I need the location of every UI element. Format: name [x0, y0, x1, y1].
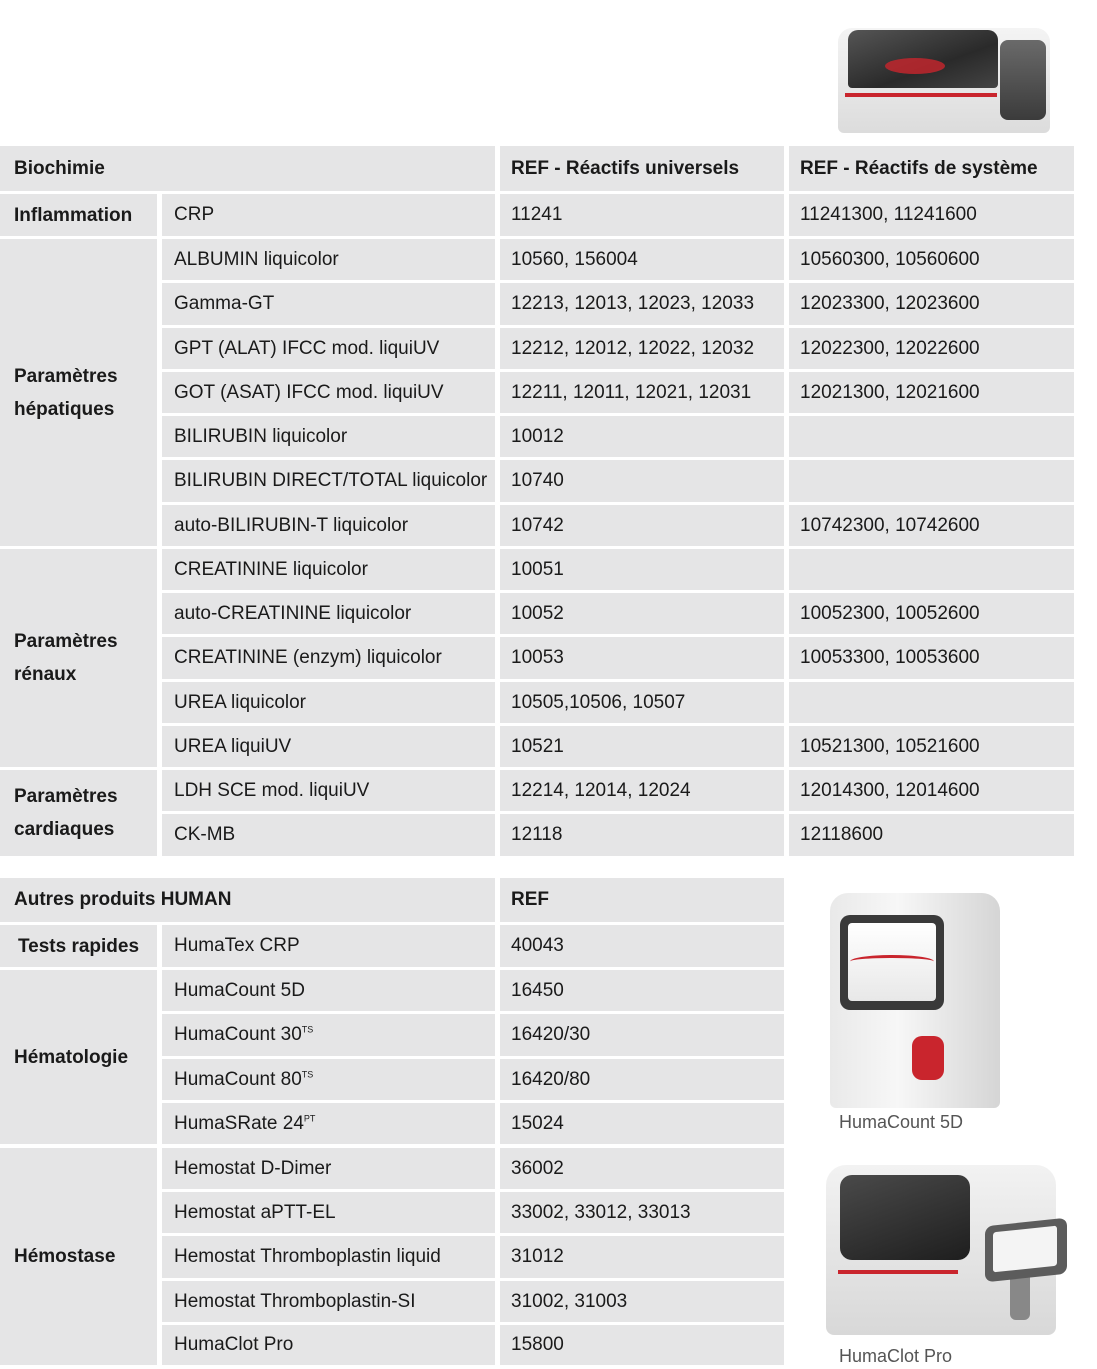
product-superscript: PT — [303, 1113, 316, 1124]
universal-ref-cell — [500, 328, 784, 369]
product-name — [174, 1069, 313, 1091]
universal-ref-cell — [500, 593, 784, 634]
universal-ref-cell — [500, 460, 784, 502]
ref-cell — [500, 1103, 784, 1144]
cell-text: 10012 — [511, 425, 564, 447]
category-label — [14, 625, 118, 691]
cell-text: Inflammation — [14, 204, 133, 226]
cell-text: cardiaques — [14, 819, 115, 840]
product-name-cell — [162, 1059, 495, 1100]
cell-text: ALBUMIN liquicolor — [174, 248, 339, 270]
universal-ref-cell — [500, 814, 784, 856]
universal-ref-cell — [500, 682, 784, 723]
category-cell — [0, 925, 157, 967]
product-name — [174, 1024, 313, 1046]
cell-text: hépatiques — [14, 398, 115, 420]
product-name-cell — [162, 239, 495, 280]
cell-text: auto-CREATININE liquicolor — [174, 602, 412, 624]
cell-text: Hemostat D-Dimer — [174, 1157, 332, 1179]
cell-text: 16450 — [511, 979, 564, 1001]
cell-text: Autres produits HUMAN — [14, 889, 232, 910]
category-cell — [0, 239, 157, 546]
product-name-cell — [162, 1192, 495, 1233]
cell-text: 10521 — [511, 735, 564, 757]
ref-cell — [500, 970, 784, 1011]
ref-cell — [500, 1325, 784, 1365]
product-name — [174, 1158, 331, 1180]
cell-text: 31012 — [511, 1246, 564, 1267]
cell-text: Biochimie — [14, 157, 105, 179]
product-name-cell — [162, 814, 495, 856]
system-ref-cell — [789, 283, 1074, 325]
cell-text: CREATININE (enzym) liquicolor — [174, 647, 442, 668]
cell-text: CRP — [174, 204, 215, 225]
cell-text: 10742300, 10742600 — [800, 514, 980, 536]
product-name-cell — [162, 1148, 495, 1189]
cell-text: 10560, 156004 — [511, 248, 638, 270]
system-ref-cell — [789, 814, 1074, 856]
product-name — [174, 980, 305, 1002]
universal-ref-cell — [500, 239, 784, 280]
product-superscript: TS — [301, 1069, 314, 1080]
product-name-cell — [162, 1236, 495, 1278]
product-name-cell — [162, 416, 495, 457]
cell-text: 15800 — [511, 1334, 564, 1355]
cell-text: CK-MB — [174, 824, 236, 845]
cell-text: REF - Réactifs de système — [800, 157, 1038, 179]
system-ref-cell — [789, 505, 1074, 546]
header-autres-produits — [0, 878, 495, 922]
product-name-cell — [162, 460, 495, 502]
cell-text: 11241 — [511, 204, 563, 225]
product-name-cell — [162, 549, 495, 590]
universal-ref-cell — [500, 194, 784, 236]
product-name-cell — [162, 1281, 495, 1322]
product-name-cell — [162, 194, 495, 236]
ref-cell — [500, 1281, 784, 1322]
category-cell — [0, 770, 157, 856]
system-ref-cell — [789, 770, 1074, 811]
system-ref-cell — [789, 593, 1074, 634]
cell-text: 10560300, 10560600 — [800, 248, 980, 270]
category-cell — [0, 1148, 157, 1365]
product-name-cell — [162, 970, 495, 1011]
humaclot-caption: HumaClot Pro — [839, 1346, 953, 1366]
cell-text: Paramètres — [14, 365, 118, 387]
cell-text: REF - Réactifs universels — [511, 157, 740, 179]
universal-ref-cell — [500, 770, 784, 811]
cell-text: 12118600 — [800, 824, 884, 845]
category-label — [18, 930, 139, 963]
cell-text: 16420/30 — [511, 1024, 591, 1045]
cell-text: 12212, 12012, 12022, 12032 — [511, 337, 755, 359]
cell-text: 10053 — [511, 647, 564, 668]
cell-text: 12021300, 12021600 — [800, 381, 980, 403]
cell-text: Gamma-GT — [174, 293, 275, 314]
cell-text: REF — [511, 889, 549, 910]
ref-cell — [500, 1236, 784, 1278]
cell-text: 15024 — [511, 1112, 564, 1134]
universal-ref-cell — [500, 726, 784, 767]
cell-text: 16420/80 — [511, 1068, 591, 1090]
universal-ref-cell — [500, 372, 784, 413]
cell-text: 12023300, 12023600 — [800, 293, 980, 314]
ref-cell — [500, 1014, 784, 1056]
category-label — [14, 360, 118, 426]
cell-text: HumaSRate 24 — [174, 1112, 304, 1134]
header-col-2 — [500, 146, 784, 191]
product-name — [174, 1334, 293, 1356]
system-ref-cell — [789, 239, 1074, 280]
cell-text: 12211, 12011, 12021, 12031 — [511, 381, 752, 403]
cell-text: Hemostat Thromboplastin-SI — [174, 1290, 416, 1312]
category-cell — [0, 970, 157, 1144]
system-ref-cell — [789, 460, 1074, 502]
cell-text: GOT (ASAT) IFCC mod. liquiUV — [174, 381, 444, 403]
system-ref-cell — [789, 637, 1074, 679]
product-name-cell — [162, 593, 495, 634]
cell-text: 33002, 33012, 33013 — [511, 1201, 691, 1223]
product-name-cell — [162, 505, 495, 546]
system-ref-cell — [789, 416, 1074, 457]
cell-text: LDH SCE mod. liquiUV — [174, 779, 370, 801]
cell-text: UREA liquiUV — [174, 735, 292, 757]
cell-text: 12213, 12013, 12023, 12033 — [511, 293, 755, 314]
cell-text: UREA liquicolor — [174, 691, 306, 713]
cell-text: 10052 — [511, 602, 564, 624]
cell-text: GPT (ALAT) IFCC mod. liquiUV — [174, 337, 440, 359]
cell-text: 10051 — [511, 558, 564, 580]
cell-text: Tests rapides — [17, 935, 140, 957]
cell-text: Hémostase — [14, 1246, 116, 1267]
cell-text: 12214, 12014, 12024 — [511, 779, 691, 801]
system-ref-cell — [789, 328, 1074, 369]
product-name-cell — [162, 283, 495, 325]
humacount-caption: HumaCount 5D — [839, 1112, 964, 1132]
cell-text: 40043 — [511, 935, 564, 956]
cell-text: HumaClot Pro — [174, 1334, 294, 1355]
ref-cell — [500, 1059, 784, 1100]
system-ref-cell — [789, 682, 1074, 723]
header-biochimie — [0, 146, 495, 191]
cell-text: 12118 — [511, 824, 563, 845]
cell-text: 10521300, 10521600 — [800, 735, 980, 757]
cell-text: 10742 — [511, 514, 564, 536]
cell-text: Paramètres — [14, 631, 118, 652]
cell-text: HumaCount 80 — [174, 1068, 302, 1090]
universal-ref-cell — [500, 283, 784, 325]
product-name-cell — [162, 328, 495, 369]
cell-text: BILIRUBIN liquicolor — [174, 425, 348, 447]
product-name-cell — [162, 372, 495, 413]
category-cell — [0, 194, 157, 236]
category-label — [14, 780, 118, 846]
cell-text: 10052300, 10052600 — [800, 602, 980, 624]
cell-text: 10505,10506, 10507 — [511, 691, 686, 713]
ref-cell — [500, 1192, 784, 1233]
product-name-cell — [162, 1103, 495, 1144]
cell-text: HumaCount 30 — [174, 1024, 302, 1045]
cell-text: BILIRUBIN DIRECT/TOTAL liquicolor — [174, 470, 488, 491]
category-label — [14, 199, 132, 232]
cell-text: Hemostat aPTT-EL — [174, 1201, 336, 1223]
product-name-cell — [162, 726, 495, 767]
cell-text: 36002 — [511, 1157, 564, 1179]
cell-text: Hemostat Thromboplastin liquid — [174, 1246, 441, 1267]
product-name-cell — [162, 1014, 495, 1056]
cell-text: 12022300, 12022600 — [800, 337, 980, 359]
header-col-3 — [789, 146, 1074, 191]
universal-ref-cell — [500, 505, 784, 546]
category-label — [14, 1240, 115, 1273]
category-cell — [0, 549, 157, 767]
universal-ref-cell — [500, 549, 784, 590]
ref-cell — [500, 925, 784, 967]
product-name — [174, 1202, 336, 1224]
cell-text: 10053300, 10053600 — [800, 647, 980, 668]
ref-cell — [500, 1148, 784, 1189]
cell-text: HumaCount 5D — [174, 979, 305, 1001]
system-ref-cell — [789, 726, 1074, 767]
cell-text: 11241300, 11241600 — [800, 204, 977, 225]
cell-text: Hématologie — [14, 1046, 129, 1068]
cell-text: Paramètres — [14, 786, 118, 807]
system-ref-cell — [789, 194, 1074, 236]
cell-text: CREATININE liquicolor — [174, 558, 368, 580]
product-name — [174, 1291, 415, 1313]
product-name-cell — [162, 682, 495, 723]
header-ref — [500, 878, 784, 922]
product-name — [174, 1113, 315, 1135]
product-name — [174, 1246, 441, 1268]
universal-ref-cell — [500, 637, 784, 679]
cell-text: rénaux — [14, 664, 77, 685]
cell-text: auto-BILIRUBIN-T liquicolor — [174, 514, 409, 536]
product-name-cell — [162, 1325, 495, 1365]
universal-ref-cell — [500, 416, 784, 457]
cell-text: 12014300, 12014600 — [800, 779, 980, 801]
cell-text: 31002, 31003 — [511, 1290, 628, 1312]
product-name-cell — [162, 770, 495, 811]
product-name — [174, 935, 300, 957]
product-name-cell — [162, 925, 495, 967]
system-ref-cell — [789, 372, 1074, 413]
product-superscript: TS — [301, 1024, 314, 1035]
cell-text: 10740 — [511, 470, 564, 491]
product-name-cell — [162, 637, 495, 679]
cell-text: HumaTex CRP — [174, 935, 300, 956]
system-ref-cell — [789, 549, 1074, 590]
category-label — [14, 1041, 128, 1074]
